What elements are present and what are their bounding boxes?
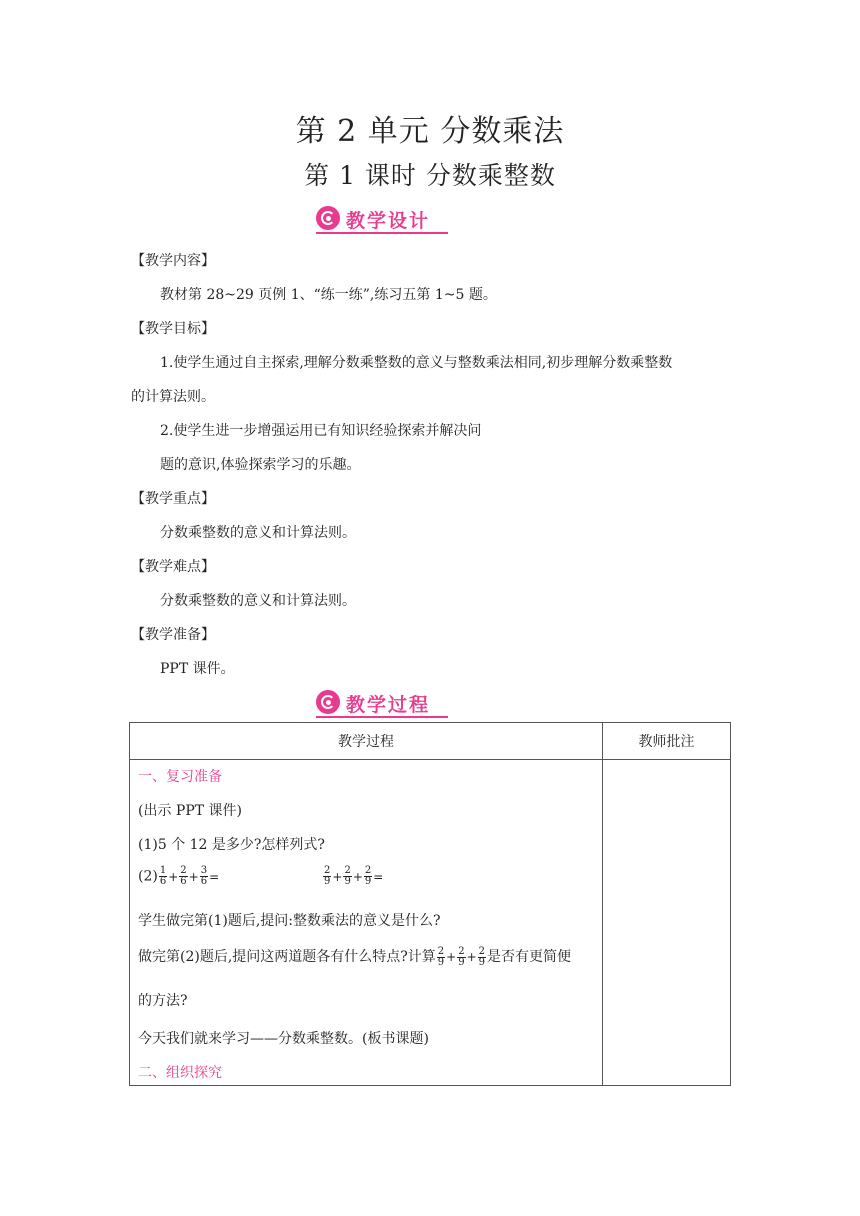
fraction	[478, 947, 486, 968]
fraction-expression-a	[158, 865, 220, 887]
content-text: 教材第 28~29 页例 1、“练一练”,练习五第 1~5 题。	[160, 287, 497, 303]
header-teacher-notes: 教师批注	[603, 723, 731, 760]
denominator: 9	[458, 956, 465, 968]
difficulties-label: 【教学难点】	[131, 559, 215, 575]
numerator: 2	[324, 865, 331, 876]
numerator: 2	[344, 865, 351, 876]
table-row	[130, 760, 731, 1086]
numerator: 2	[478, 945, 486, 957]
numerator: 2	[180, 865, 187, 876]
goal-1-line-2: 的计算法则。	[131, 389, 215, 405]
line-features	[138, 946, 571, 968]
fraction	[364, 866, 372, 887]
banner-underline	[316, 716, 448, 718]
fraction-expression-c	[436, 945, 487, 968]
denominator: 9	[324, 876, 331, 887]
goal-1-line-1: 1.使学生通过自主探索,理解分数乘整数的意义与整数乘法相同,初步理解分数乘整数	[160, 355, 673, 371]
fraction	[457, 947, 465, 968]
line-simpler-method: 的方法?	[138, 993, 188, 1009]
fraction	[200, 866, 208, 887]
swirl-icon	[316, 206, 340, 230]
difficulties-text: 分数乘整数的意义和计算法则。	[160, 593, 356, 609]
plus-sign: +	[332, 869, 343, 884]
header-process: 教学过程	[130, 723, 603, 760]
denominator: 9	[478, 956, 486, 968]
denominator: 6	[159, 876, 167, 887]
teaching-design-banner	[316, 204, 430, 234]
fraction	[343, 866, 351, 887]
banner-label: 教学设计	[346, 210, 431, 232]
section-explore: 二、组织探究	[138, 1065, 222, 1081]
numerator: 3	[200, 865, 208, 876]
preparation-label: 【教学准备】	[131, 627, 215, 643]
line-question-2	[138, 866, 219, 887]
fraction	[437, 947, 445, 968]
goal-2-line-1: 2.使学生进一步增强运用已有知识经验探索并解决问	[160, 423, 482, 439]
denominator: 9	[437, 956, 445, 968]
plus-sign: +	[168, 869, 179, 884]
key-points-label: 【教学重点】	[131, 491, 215, 507]
swirl-icon	[316, 690, 340, 714]
line-question-meaning: 学生做完第(1)题后,提问:整数乘法的意义是什么?	[138, 913, 441, 929]
features-text-before: 做完第(2)题后,提问这两道题各有什么特点?计算	[138, 949, 436, 965]
key-points-text: 分数乘整数的意义和计算法则。	[160, 525, 356, 541]
denominator: 6	[180, 876, 187, 887]
unit-title: 第 2 单元 分数乘法	[295, 114, 565, 149]
content-label: 【教学内容】	[131, 253, 215, 269]
table-header-row	[130, 723, 731, 760]
fraction-expression-b	[322, 865, 384, 887]
equals-sign: =	[209, 869, 220, 884]
preparation-text: PPT 课件。	[160, 661, 235, 677]
lesson-title: 第 1 课时 分数乘整数	[304, 161, 556, 190]
process-cell	[130, 760, 603, 1086]
denominator: 9	[344, 876, 351, 887]
line-show-ppt: (出示 PPT 课件)	[138, 803, 243, 819]
features-text-after: 是否有更简便	[487, 949, 572, 965]
numerator: 2	[437, 945, 445, 957]
plus-sign: +	[446, 950, 457, 964]
line-question-1: (1)5 个 12 是多少?怎样列式?	[138, 837, 325, 853]
equals-sign: =	[373, 869, 384, 884]
fraction	[323, 866, 331, 887]
plus-sign: +	[466, 950, 477, 964]
process-table	[129, 722, 731, 1086]
goal-2-line-2: 题的意识,体验探索学习的乐趣。	[160, 457, 361, 473]
section-review: 一、复习准备	[138, 769, 222, 785]
question-2-prefix: (2)	[138, 868, 158, 885]
teaching-process-banner	[316, 688, 430, 718]
notes-cell	[603, 760, 731, 1086]
numerator: 2	[458, 945, 465, 957]
banner-label: 教学过程	[346, 694, 431, 716]
denominator: 9	[364, 876, 372, 887]
numerator: 2	[364, 865, 372, 876]
line-question-2b	[322, 866, 383, 887]
plus-sign: +	[188, 869, 199, 884]
plus-sign: +	[352, 869, 363, 884]
fraction	[179, 866, 187, 887]
line-today: 今天我们就来学习——分数乘整数。(板书课题)	[138, 1031, 429, 1047]
denominator: 6	[200, 876, 208, 887]
numerator: 1	[159, 865, 167, 876]
goals-label: 【教学目标】	[131, 321, 215, 337]
banner-underline	[316, 232, 448, 234]
fraction	[159, 866, 167, 887]
